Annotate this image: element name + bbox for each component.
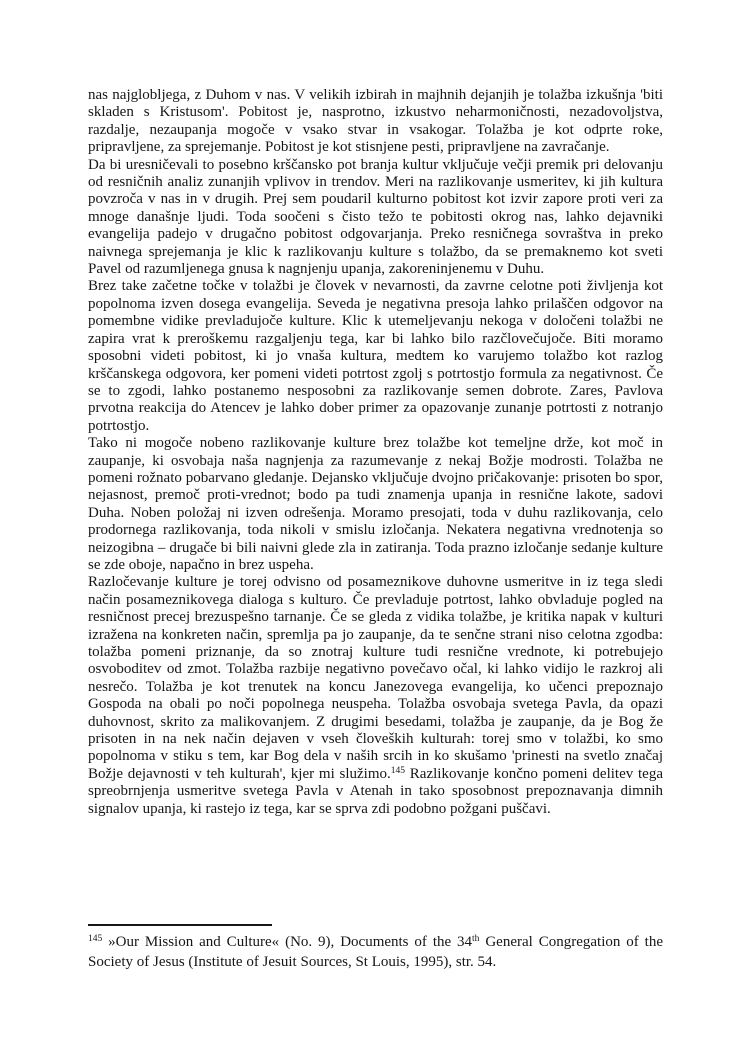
text-run: Tako ni mogoče nobeno razlikovanje kulture brez tolažbe kot temeljne drže, kot moč in zaupanje, ki osvobaja naša nagnjenja za razumevanje z nekaj Božje modrosti. Tolažba ne pomeni rožnato pobarvano gledanje. Dejansko vključuje dvojno pričakovanje: prisoten bo spor, nejasnost, premoč proti-vrednot; bodo pa tudi znamenja upanja in resnične lakote, sadovi Duha. Noben položaj ni izven odrešenja. Moramo presojati, toda v duhu razlikovanja, celo prodornega razlikovanja, toda nikoli v smislu izločanja. Nekatera negativna vrednotenja so neizogibna – drugače bi bili naivni glede zla in zatiranja. Toda prazno izločanje sedanje kulture se zde oboje, napačno in brez uspeha. (88, 435, 663, 573)
paragraph (88, 278, 663, 435)
paragraph (88, 157, 663, 279)
text-run: Brez take začetne točke v tolažbi je človek v nevarnosti, da zavrne celotne poti življenja kot popolnoma izven dosega evangelija. Seveda je negativna presoja lahko prilaščen odgovor na pomembne vidike prevladujoče kulture. Klic k utemeljevanju nekoga v določeni tolažbi ne zapira vrat k preroškemu razgaljenju tega, kar bi lahko bilo razčlovečujoče. Biti moramo sposobni videti pobitost, ki jo vnaša kultura, medtem ko varujemo tolažbo kot razlog krščanskega odgovora, ker pomeni videti potrtost zgolj s potrtostjo formula za negativnost. Če se to zgodi, lahko postanemo nesposobni za razlikovanje semen dobrote. Zares, Pavlova prvotna reakcija do Atencev je lahko dober primer za opazovanje zunanje potrtosti z notranjo potrtostjo. (88, 278, 663, 434)
text-run: »Our Mission and Culture« (No. 9), Documents of the 34 (102, 934, 473, 950)
ordinal-suffix: th (472, 934, 480, 944)
paragraph (88, 574, 663, 818)
paragraph (88, 435, 663, 574)
text-run: Razločevanje kulture je torej odvisno od posameznikove duhovne usmeritve in iz tega sledi način posameznikovega dialoga s kulturo. Če prevladuje potrtost, lahko obvladuje pogled na resničnost precej brezuspešno tarnanje. Če se gleda z vidika tolažbe, je kritika napak v kulturi izražena na konkreten način, spremlja pa jo zaupanje, da te senčne strani niso celotna zgodba: tolažba pomeni priznanje, da so znotraj kulture tudi resnične vrednote, ki potrebujejo osvoboditev od zmot. Tolažba razbije negativno povečavo očal, ki lahko vidijo le razkroj ali nesrečo. Tolažba je kot trenutek na koncu Janezovega evangelija, ko učenci prepoznajo Gospoda na obali po noči popolnega neuspeha. Tolažba osvobaja svetega Pavla, da opazi duhovnost, skrito za malikovanjem. Z drugimi besedami, tolažba je zaupanje, da je Bog že prisoten in na nek način dejaven v vseh človeških kulturah: torej smo v tolažbi, ko smo popolnoma v stiku s tem, kar Bog dela v naših srcih in ko skušamo 'prinesti na svetlo značaj Božje dejavnosti v teh kulturah', kjer mi služimo. (88, 574, 663, 782)
text-run: Da bi uresničevali to posebno krščansko pot branja kultur vključuje večji premik pri delovanju od resničnih analiz zunanjih vplivov in trendov. Meri na razlikovanje usmeritev, ki jih kultura povzroča v nas in v drugih. Prej sem poudaril kulturno pobitost kot izvir zapore proti veri za mnoge današnje ljudi. Toda soočeni s čisto težo te pobitosti okrog nas, lahko dejavniki evangelija padejo v drugačno pobitost odgovarjanja. Preko resničnega sovraštva in preko naivnega sprejemanja je klic k razlikovanju kulture s tolažbo, da se premaknemo kot sveti Pavel od razumljenega gnusa k nagnjenju upanja, zakoreninjenemu v Duhu. (88, 156, 663, 278)
paragraph (88, 87, 663, 157)
text-run: General Congregation of the Society of Jesus (Institute of Jesuit Sources, St Louis, 1995), str. 54. (88, 934, 663, 970)
body-text (88, 87, 663, 818)
footnote-separator (88, 924, 272, 926)
footnote-text (88, 933, 663, 972)
text-run: nas najglobljega, z Duhom v nas. V velikih izbirah in majhnih dejanjih je tolažba izkušnja 'biti skladen s Kristusom'. Pobitost je, nasprotno, izkustvo neharmoničnosti, nezadovoljstva, razdalje, nezaupanja mogoče v vsako stvar in vsakogar. Tolažba je kot odprte roke, pripravljene, za sprejemanje. Pobitost je kot stisnjene pesti, pripravljene na zavračanje. (88, 87, 663, 156)
text-run: Razlikovanje končno pomeni delitev tega spreobrnjenja usmeritve svetega Pavla v Atenah in tako sposobnost prepoznavanja dimnih signalov upanja, ki rastejo iz tega, kar se sprva zdi podobno požgani puščavi. (88, 765, 663, 817)
footnote-ref: 145 (390, 765, 406, 776)
footnote-area (88, 924, 663, 972)
footnote-number: 145 (88, 934, 103, 944)
